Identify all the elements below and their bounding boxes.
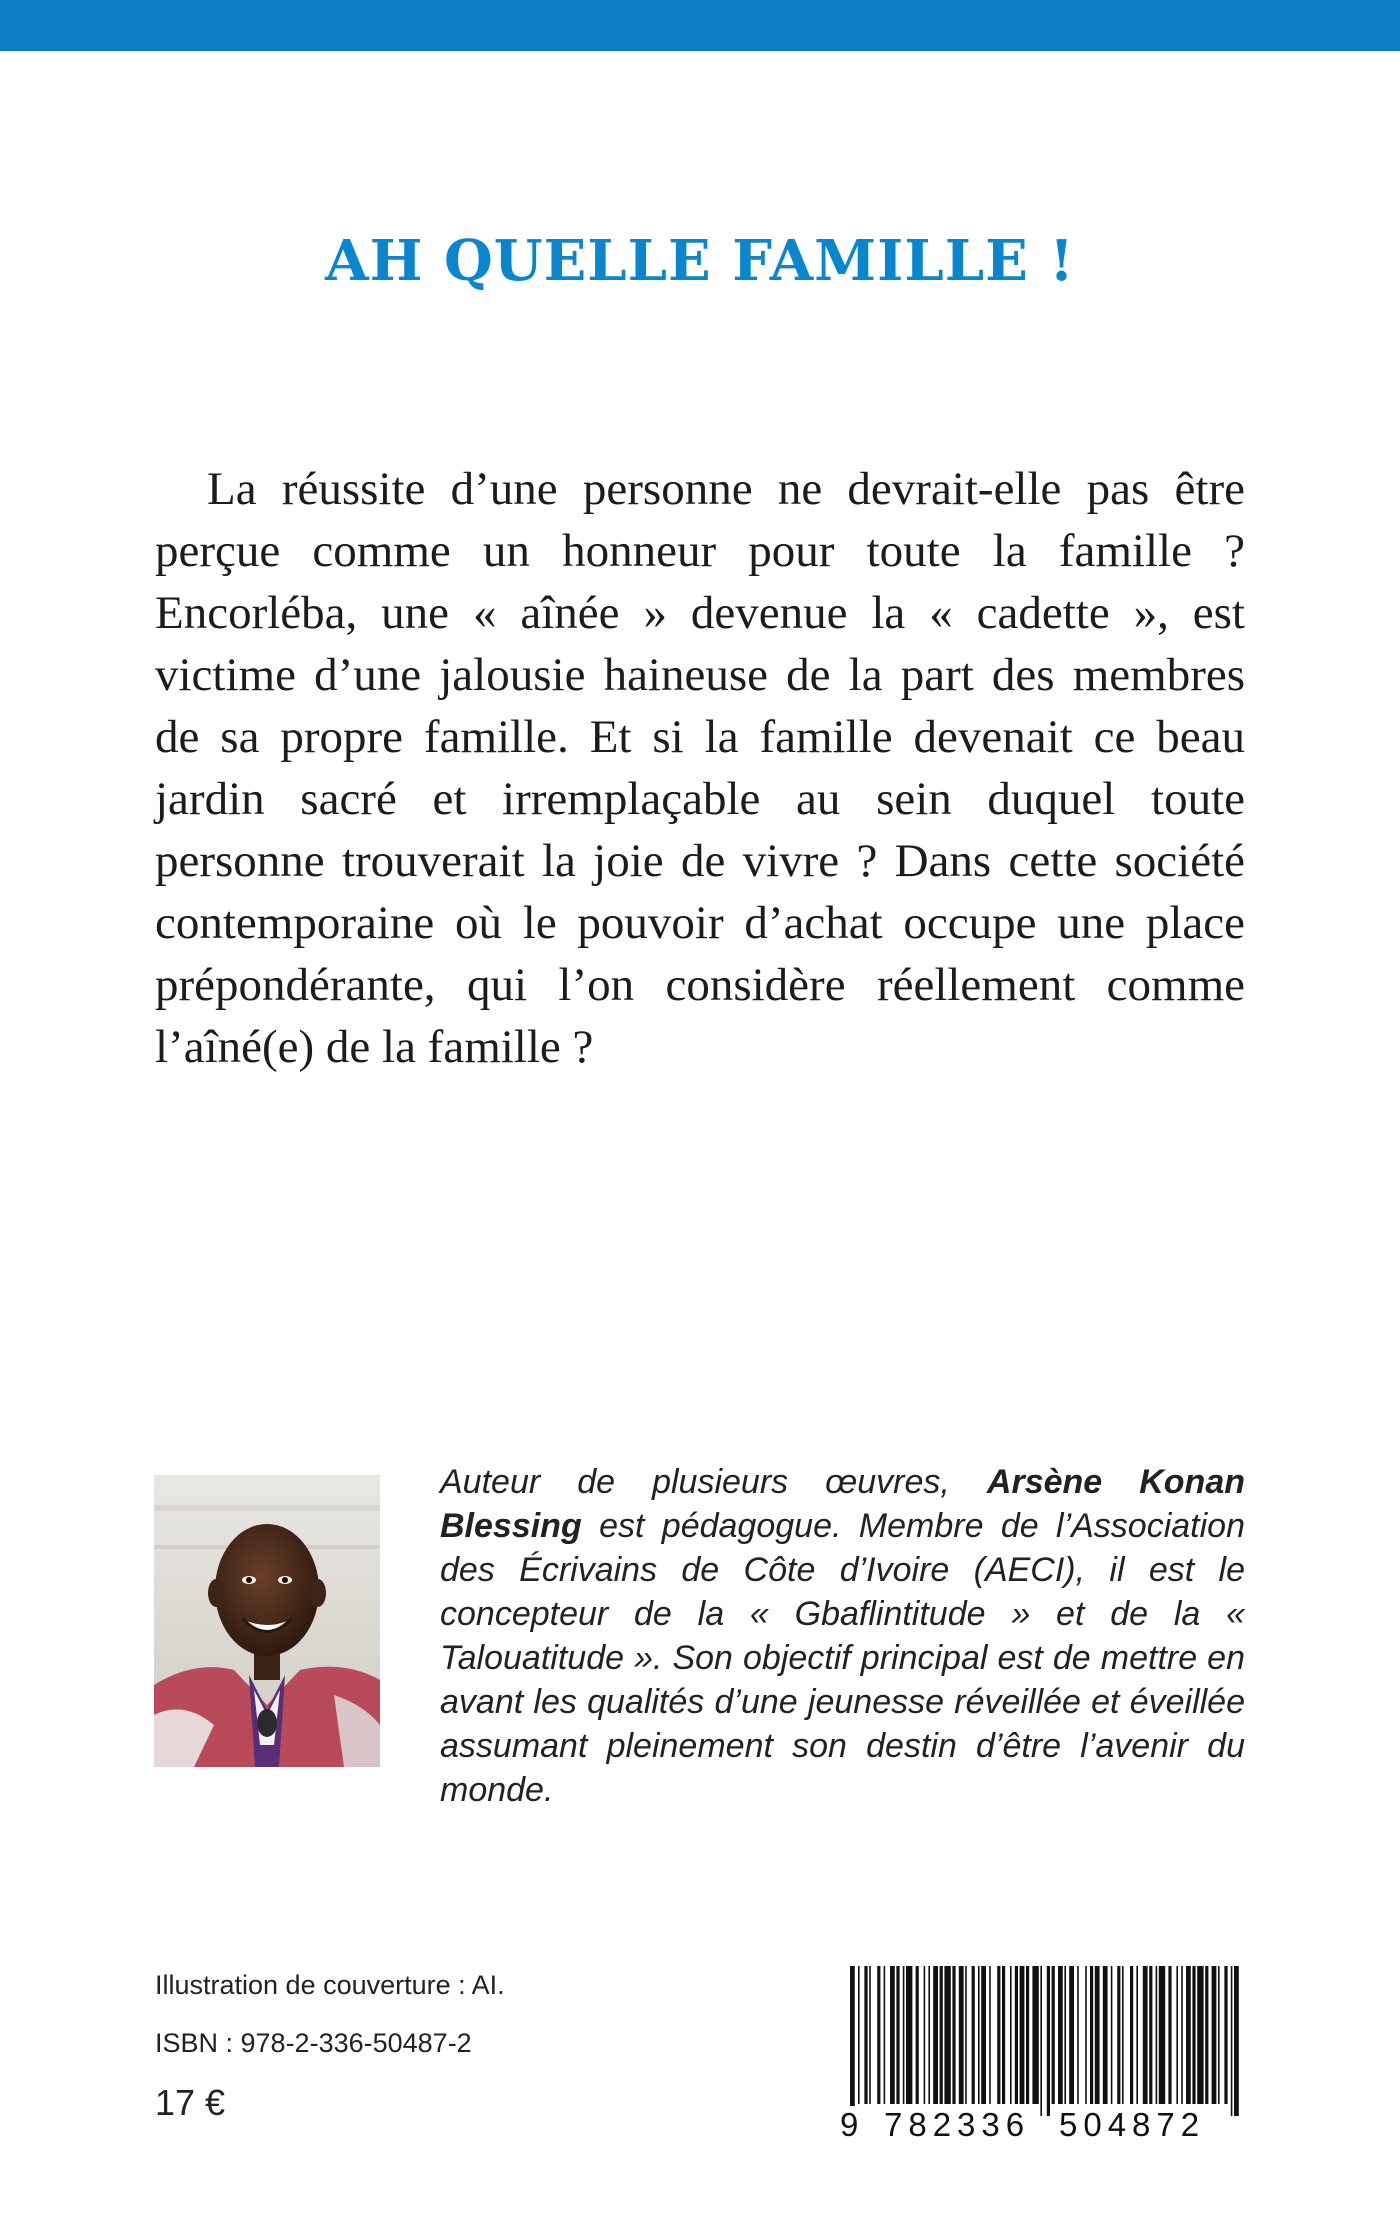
barcode-bar: [903, 1966, 905, 2104]
barcode-bar: [1143, 1966, 1148, 2104]
barcode-bar: [928, 1966, 930, 2104]
barcode-bar: [1224, 1966, 1227, 2104]
barcode-bar: [1032, 1966, 1038, 2104]
barcode-bar: [1052, 1966, 1055, 2104]
barcode-bar: [1085, 1966, 1087, 2104]
barcode-bar: [896, 1966, 899, 2104]
barcode-bar: [1111, 1966, 1113, 2104]
author-bio: [440, 1460, 1245, 1812]
price: 17 €: [155, 2082, 226, 2123]
barcode-bar: [1122, 1966, 1124, 2104]
barcode-right-group: 504872: [1059, 2106, 1206, 2143]
barcode-bar: [1103, 1966, 1108, 2104]
barcode-bar: [869, 1966, 871, 2104]
barcode-bar: [1010, 1966, 1012, 2104]
barcode-bar: [1002, 1966, 1005, 2104]
barcode-bar: [1205, 1966, 1208, 2104]
bio-body: est pédagogue. Membre de l’Association des Écrivains de Côte d’Ivoire (AECI), il est le concepteur de la « Gbaflintitude » et de la « Talouatitude ». Son objectif principal est de mettre en avant les qualités d’une jeunesse réveillée et éveillée assumant pleinement son destin d’être l’avenir du monde.: [440, 1507, 1245, 1809]
barcode-bar: [989, 1966, 991, 2104]
barcode-bar: [1069, 1966, 1074, 2104]
barcode-bar: [850, 1966, 855, 2116]
barcode-bar: [965, 1966, 967, 2104]
barcode-bar: [916, 1966, 919, 2104]
barcode-bar: [933, 1966, 938, 2104]
barcode-bar: [1218, 1966, 1220, 2104]
illustration-credit: Illustration de couverture : AI.: [155, 1970, 505, 2000]
barcode-bar: [1197, 1966, 1203, 2104]
barcode-bar: [1090, 1966, 1093, 2104]
book-title: AH QUELLE FAMILLE !: [325, 228, 1075, 294]
barcode-bar: [906, 1966, 912, 2104]
barcode-bar: [1040, 1966, 1042, 2116]
barcode-bar: [1130, 1966, 1133, 2104]
barcode-bar: [924, 1966, 926, 2104]
barcode-bar: [997, 1966, 1000, 2104]
barcode-bar: [884, 1966, 886, 2104]
barcode-first-digit: 9: [840, 2106, 859, 2143]
barcode-bar: [1149, 1966, 1152, 2104]
barcode-bar: [952, 1966, 955, 2104]
barcode-bar: [1064, 1966, 1066, 2104]
barcode-bar: [864, 1966, 867, 2104]
barcode-bar: [1058, 1966, 1063, 2104]
top-accent-bar: [0, 0, 1400, 51]
barcode-bar: [1020, 1966, 1025, 2104]
barcode-bar: [1159, 1966, 1165, 2104]
barcode-left-group: 782336: [884, 2106, 1031, 2143]
barcode-bar: [1168, 1966, 1171, 2104]
barcode-bar: [1231, 1966, 1233, 2116]
barcode-bar: [1176, 1966, 1178, 2104]
isbn-line: ISBN : 978-2-336-50487-2: [155, 2028, 472, 2058]
barcode-bar: [1192, 1966, 1195, 2104]
barcode-bar: [1026, 1966, 1029, 2104]
barcode-bar: [981, 1966, 986, 2104]
barcode-bar: [978, 1966, 980, 2104]
barcode-bar: [1117, 1966, 1120, 2104]
barcode-bar: [1212, 1966, 1217, 2104]
barcode-bar: [940, 1966, 943, 2104]
barcode-bar: [1156, 1966, 1158, 2104]
barcode-digits: [842, 2106, 1245, 2146]
author-name: Arsène Konan Blessing: [440, 1463, 1245, 1545]
author-photo: [154, 1475, 380, 1767]
barcode-bar: [959, 1966, 964, 2104]
barcode-bar: [1136, 1966, 1138, 2104]
barcode-bar: [1234, 1966, 1239, 2116]
barcode-bar: [1186, 1966, 1191, 2104]
bio-intro: Auteur de plusieurs œuvres,: [440, 1463, 987, 1501]
barcode-bar: [1181, 1966, 1183, 2104]
barcode-bar: [877, 1966, 880, 2104]
barcode-bar: [972, 1966, 975, 2104]
barcode-bar: [1095, 1966, 1100, 2104]
back-cover-blurb: La réussite d’une personne ne devrait-elle pas être perçue comme un honneur pour toute la famille ? Encorléba, une « aînée » devenue la « cadette », est victime d’une jalousie haineuse de la part des membres de sa propre famille. Et si la famille devenait ce beau jardin sacré et irremplaçable au sein duquel toute personne trouverait la joie de vivre ? Dans cette société contemporaine où le pouvoir d’achat occupe une place prépondérante, qui l’on considère réellement comme l’aîné(e) de la famille ?: [155, 463, 1245, 1073]
isbn-barcode: [842, 1966, 1245, 2141]
barcode-bar: [1015, 1966, 1018, 2104]
barcode-bar: [890, 1966, 895, 2104]
barcode-bar: [944, 1966, 950, 2104]
barcode-bar: [858, 1966, 860, 2104]
barcode-bar: [1047, 1966, 1050, 2116]
barcode-bar: [1077, 1966, 1079, 2104]
